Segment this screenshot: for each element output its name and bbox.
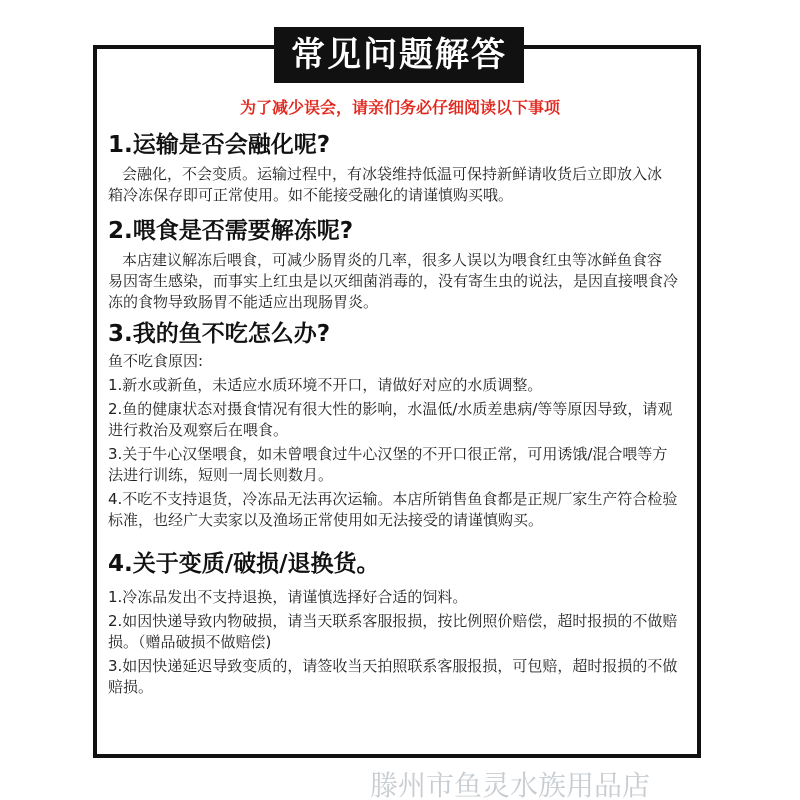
faq-section-1: [108, 130, 698, 206]
faq-content: [108, 126, 698, 698]
faq-section-3: [108, 319, 698, 531]
faq-section-4: [108, 549, 698, 698]
faq-line: 1.新水或新鱼，未适应水质环境不开口，请做好对应的水质调整。: [108, 376, 543, 394]
faq-line: 会融化，不会变质。运输过程中，有冰袋维持低温可保持新鲜请收货后立即放入冰: [122, 165, 663, 183]
faq-section-2: [108, 216, 698, 313]
faq-line: 鱼不吃食原因:: [108, 352, 204, 370]
faq-line: 易因寄生感染，而事实上红虫是以灭细菌消毒的，没有寄生虫的说法，是因直接喂食冷: [108, 272, 679, 290]
faq-line: 3.如因快递延迟导致变质的，请签收当天拍照联系客服报损，可包赔，超时报损的不做: [108, 657, 678, 675]
faq-line: 1.冷冻品发出不支持退换，请谨慎选择好合适的饲料。: [108, 588, 468, 606]
faq-line: 3.关于牛心汉堡喂食，如未曾喂食过牛心汉堡的不开口很正常，可用诱饿/混合喂等方: [108, 445, 668, 463]
faq-heading-3: 3.我的鱼不吃怎么办?: [108, 321, 331, 347]
faq-line: 标准，也经广大卖家以及渔场正常使用如无法接受的请谨慎购买。: [108, 511, 544, 529]
faq-line: 冻的食物导致肠胃不能适应出现肠胃炎。: [108, 293, 379, 311]
faq-line: 赔损。: [108, 678, 154, 696]
faq-line: 损。（赠品破损不做赔偿): [108, 633, 272, 651]
faq-line: 2.如因快递导致内物破损，请当天联系客服报损，按比例照价赔偿，超时报损的不做赔: [108, 612, 678, 630]
page-title: 常见问题解答: [274, 27, 524, 83]
faq-heading-2: 2.喂食是否需要解冻呢?: [108, 218, 354, 244]
faq-line: 法进行训练，短则一周长则数月。: [108, 466, 334, 484]
faq-line: 2.鱼的健康状态对摄食情况有很大性的影响，水温低/水质差患病/等等原因导致，请观: [108, 400, 673, 418]
faq-line: 4.不吃不支持退货，冷冻品无法再次运输。本店所销售鱼食都是正规厂家生产符合检验: [108, 490, 678, 508]
faq-line: 本店建议解冻后喂食，可减少肠胃炎的几率，很多人误以为喂食红虫等冰鲜鱼食容: [122, 251, 663, 269]
faq-heading-1: 1.运输是否会融化呢?: [108, 132, 331, 158]
faq-line: 箱冷冻保存即可正常使用。如不能接受融化的请谨慎购买哦。: [108, 186, 514, 204]
faq-heading-4: 4.关于变质/破损/退换货。: [108, 551, 380, 577]
notice-subtitle: 为了减少误会，请亲们务必仔细阅读以下事项: [239, 98, 560, 117]
faq-line: 进行救治及观察后在喂食。: [108, 421, 289, 439]
shop-watermark: 滕州市鱼灵水族用品店: [370, 769, 651, 800]
